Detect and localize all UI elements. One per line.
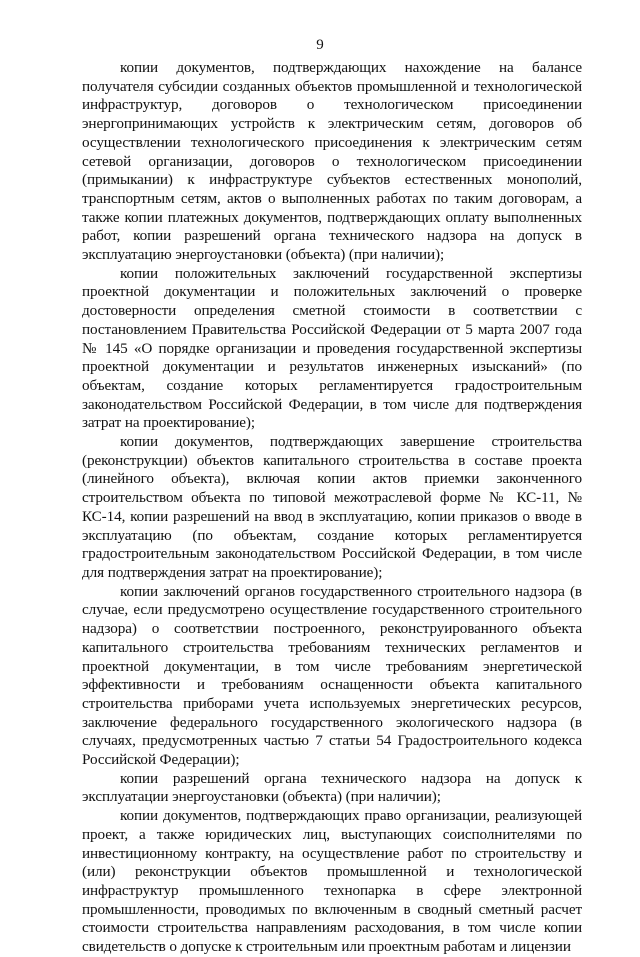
paragraph-state-expertise: копии положительных заключений государственной экспертизы проектной документации и положительных заключений о проверке достоверности определения сметной стоимости в соответствии с постановлением Правительства Российской Федерации от 5 марта 2007 года № 145 «О порядке организации и проведения государственной экспертизы проектной документации и результатов инженерных изысканий» (по объектам, создание которых регламентируется градостроительным законодательством Российской Федерации, в том числе для подтверждения затрат на проектирование); [82, 264, 582, 432]
paragraph-construction-supervision: копии заключений органов государственного строительного надзора (в случае, если предусмотрено осуществление государственного строительного надзора) о соответствии построенного, реконструированного объекта капитального строительства требованиям технических регламентов и проектной документации, в том числе требованиям энергетической эффективности и требованиям оснащенности объекта капитального строительства приборами учета используемых энергетических ресурсов, заключение федерального государственного экологического надзора (в случаях, предусмотренных частью 7 статьи 54 Градостроительного кодекса Российской Федерации); [82, 582, 582, 769]
document-body [82, 59, 582, 957]
paragraph-balance-documents: копии документов, подтверждающих нахождение на балансе получателя субсидии созданных объектов промышленной и технологической инфраструктур, договоров о технологическом присоединении энергопринимающих устройств к электрическим сетям, договоров об осуществлении технологического присоединения к электрическим сетям сетевой организации, договоров о технологическом присоединении (примыкании) к инфраструктуре субъектов естественных монополий, транспортным сетям, актов о выполненных работах по таким договорам, а также копии платежных документов, подтверждающих оплату выполненных работ, копии разрешений органа технического надзора на допуск в эксплуатацию энергоустановки (объекта) (при наличии); [82, 59, 582, 264]
paragraph-organization-rights: копии документов, подтверждающих право организации, реализующей проект, а также юридических лиц, выступающих соисполнителями по инвестиционному контракту, на осуществление работ по строительству и (или) реконструкции объектов промышленной и технологической инфраструктур промышленного технопарка в сфере электронной промышленности, проводимых по включенным в сводный сметный расчет стоимости строительства направлениям расходования, в том числе копии свидетельств о допуске к строительным или проектным работам и лицензии [82, 807, 582, 956]
page-number: 9 [316, 37, 324, 53]
paragraph-technical-supervision-permits: копии разрешений органа технического надзора на допуск к эксплуатации энергоустановки (объекта) (при наличии); [82, 769, 582, 806]
paragraph-construction-completion: копии документов, подтверждающих завершение строительства (реконструкции) объектов капитального строительства в составе проекта (линейного объекта), включая копии актов приемки законченного строительством объекта по типовой межотраслевой форме № КС-11, № КС-14, копии разрешений на ввод в эксплуатацию, копии приказов о вводе в эксплуатацию (по объектам, создание которых регламентируется градостроительным законодательством Российской Федерации, в том числе для подтверждения затрат на проектирование); [82, 433, 582, 581]
